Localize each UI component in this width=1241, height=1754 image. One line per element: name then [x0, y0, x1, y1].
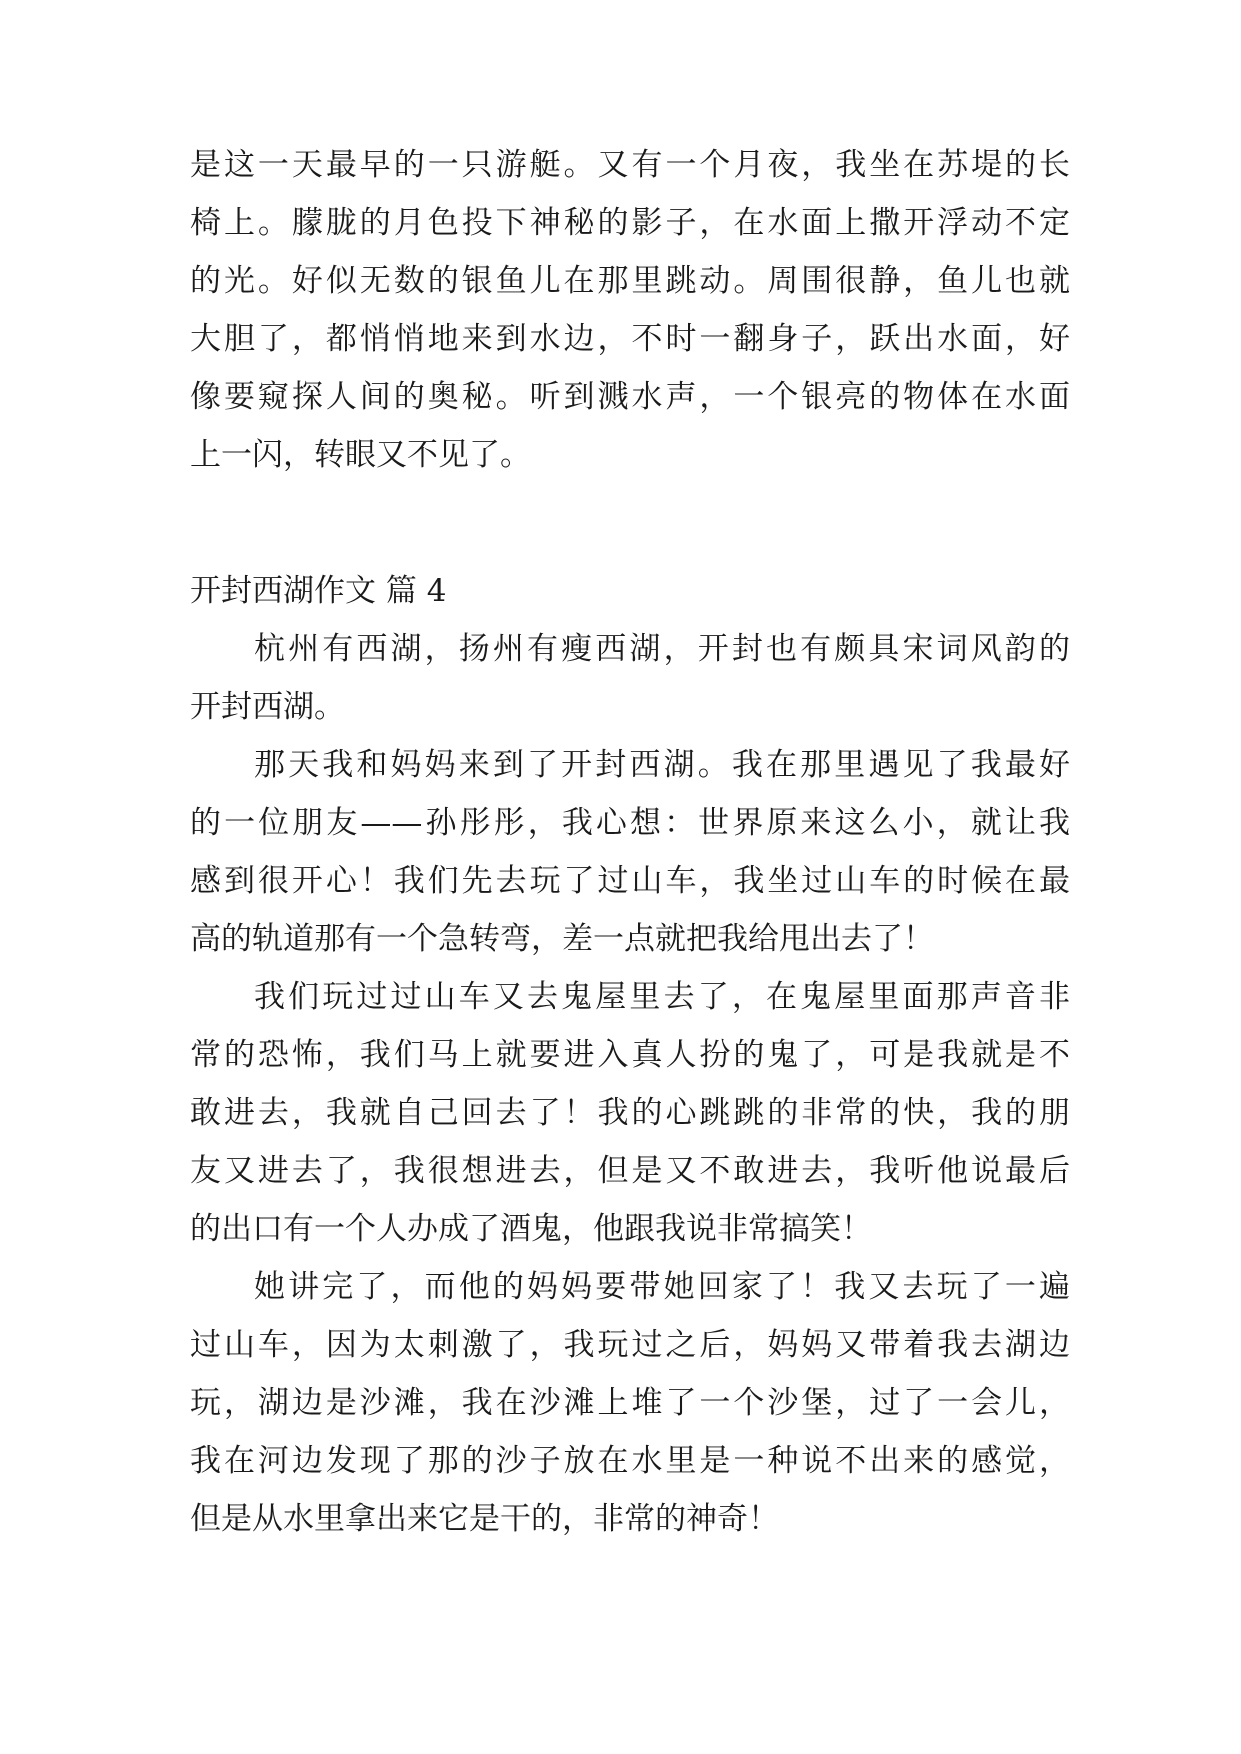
section-title: 开封西湖作文 篇 4	[190, 573, 447, 609]
paragraph-line: 我们玩过过山车又去鬼屋里去了，在鬼屋里面那声音非	[254, 979, 1070, 1015]
paragraph-line: 我在河边发现了那的沙子放在水里是一种说不出来的感觉，	[190, 1443, 1070, 1479]
paragraph-line: 那天我和妈妈来到了开封西湖。我在那里遇见了我最好	[254, 747, 1070, 783]
paragraph-line: 的一位朋友——孙彤彤，我心想：世界原来这么小，就让我	[190, 805, 1070, 841]
paragraph-line: 高的轨道那有一个急转弯，差一点就把我给甩出去了！	[190, 921, 934, 957]
paragraph-line: 但是从水里拿出来它是干的，非常的神奇！	[190, 1501, 779, 1537]
text-line: 是这一天最早的一只游艇。又有一个月夜，我坐在苏堤的长	[190, 147, 1070, 183]
paragraph-line: 玩，湖边是沙滩，我在沙滩上堆了一个沙堡，过了一会儿，	[190, 1385, 1070, 1421]
paragraph-line: 开封西湖。	[190, 689, 345, 725]
paragraph-line: 的出口有一个人办成了酒鬼，他跟我说非常搞笑！	[190, 1211, 872, 1247]
paragraph-line: 她讲完了，而他的妈妈要带她回家了！我又去玩了一遍	[254, 1269, 1070, 1305]
paragraph-line: 过山车，因为太刺激了，我玩过之后，妈妈又带着我去湖边	[190, 1327, 1070, 1363]
text-line: 像要窥探人间的奥秘。听到溅水声，一个银亮的物体在水面	[190, 379, 1070, 415]
paragraph-line: 感到很开心！我们先去玩了过山车，我坐过山车的时候在最	[190, 863, 1070, 899]
text-line: 椅上。朦胧的月色投下神秘的影子，在水面上撒开浮动不定	[190, 205, 1070, 241]
paragraph-line: 杭州有西湖，扬州有瘦西湖，开封也有颇具宋词风韵的	[254, 631, 1070, 667]
text-line: 大胆了，都悄悄地来到水边，不时一翻身子，跃出水面，好	[190, 321, 1070, 357]
text-line: 上一闪，转眼又不见了。	[190, 437, 531, 473]
paragraph-line: 常的恐怖，我们马上就要进入真人扮的鬼了，可是我就是不	[190, 1037, 1070, 1073]
paragraph-line: 敢进去，我就自己回去了！我的心跳跳的非常的快，我的朋	[190, 1095, 1070, 1131]
paragraph-line: 友又进去了，我很想进去，但是又不敢进去，我听他说最后	[190, 1153, 1070, 1189]
text-line: 的光。好似无数的银鱼儿在那里跳动。周围很静，鱼儿也就	[190, 263, 1070, 299]
